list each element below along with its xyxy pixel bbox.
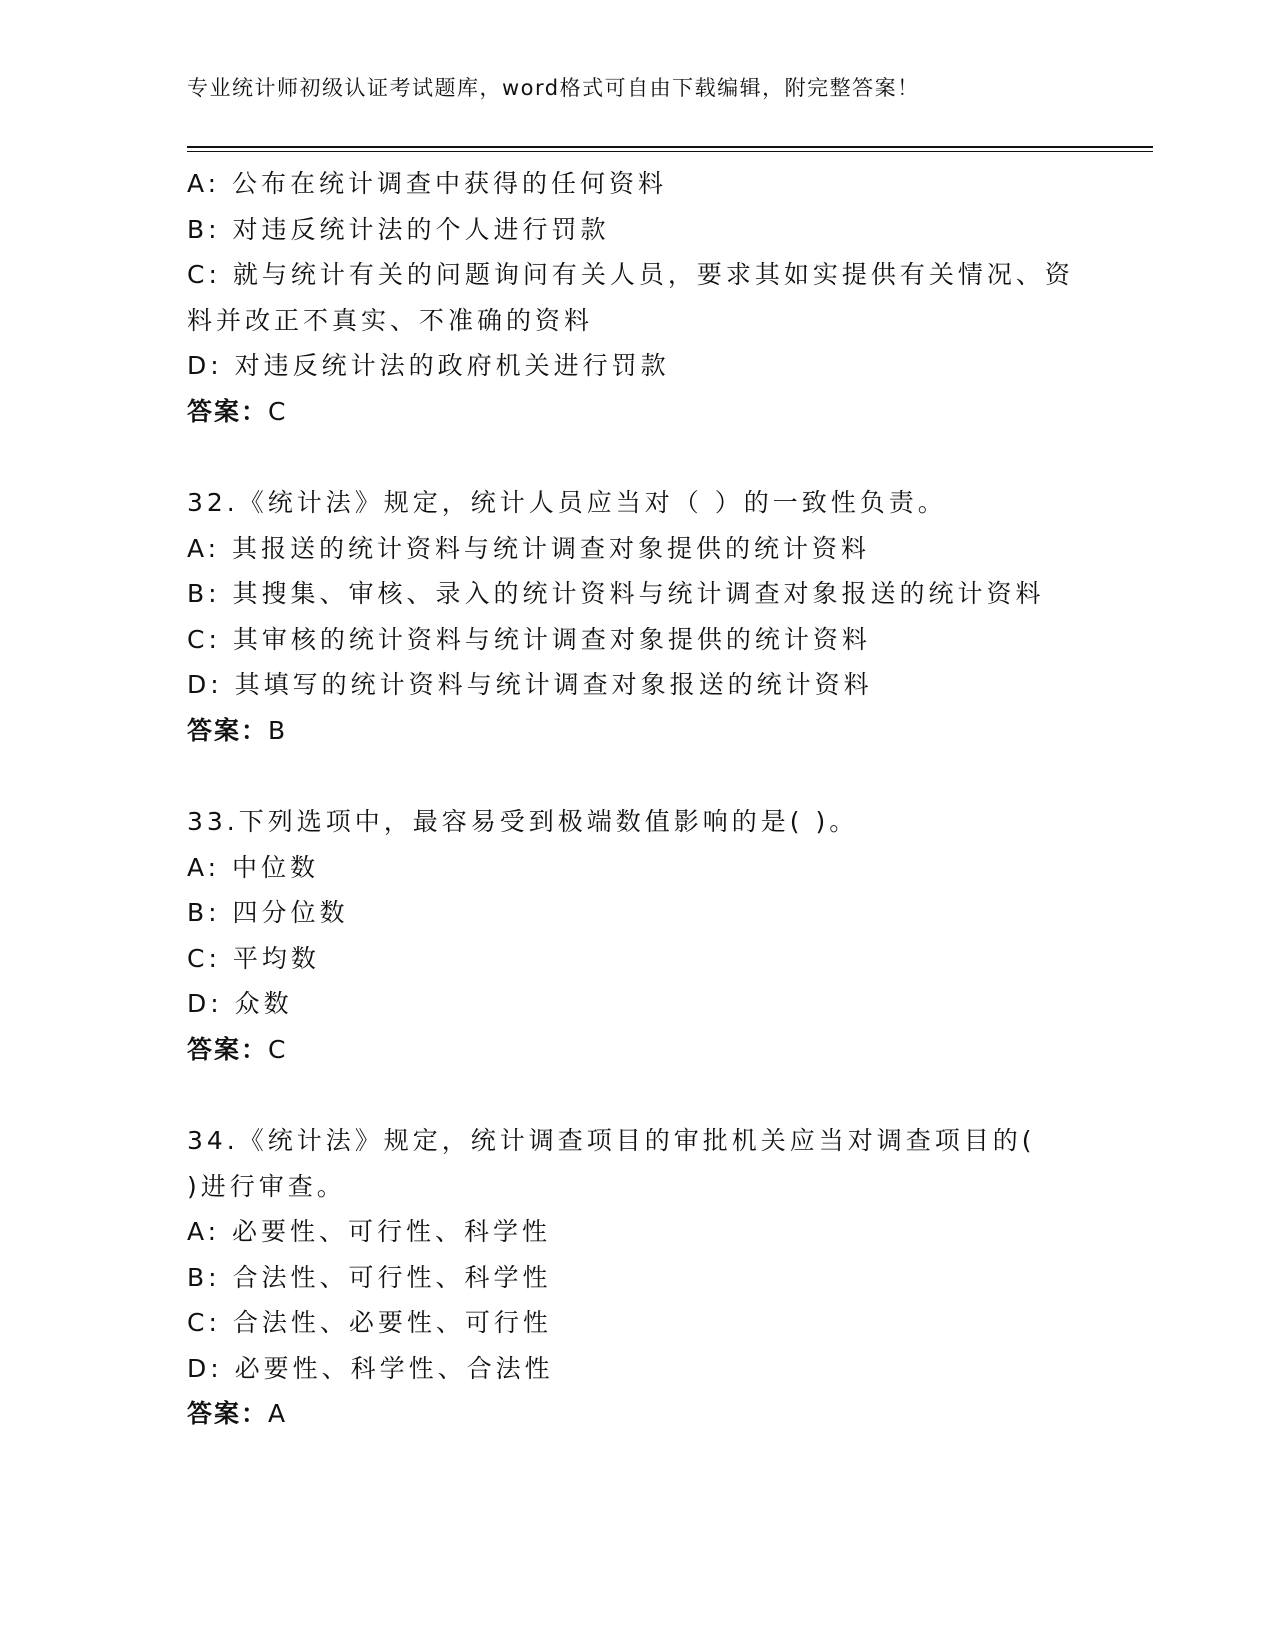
option-c: C: 就与统计有关的问题询问有关人员，要求其如实提供有关情况、资 (187, 260, 1074, 289)
option-d: D: 必要性、科学性、合法性 (187, 1353, 554, 1383)
option-b: B: 其搜集、审核、录入的统计资料与统计调查对象报送的统计资料 (187, 579, 1045, 608)
question-block-32 (187, 480, 1087, 753)
option-c-continued: 料并改正不真实、不准确的资料 (187, 305, 594, 335)
question-stem-continued: )进行审查。 (187, 1171, 346, 1201)
answer-value: C (268, 396, 288, 426)
question-block-34 (187, 1118, 1087, 1437)
option-d: D: 其填写的统计资料与统计调查对象报送的统计资料 (187, 670, 873, 699)
question-block-31 (187, 161, 1087, 434)
spacer (187, 753, 1087, 799)
question-content (187, 161, 1087, 1437)
option-a: A: 公布在统计调查中获得的任何资料 (187, 169, 668, 198)
option-c: C: 平均数 (187, 943, 320, 973)
answer-label: 答案： (187, 1034, 269, 1064)
option-d: D: 众数 (187, 989, 293, 1018)
option-c: C: 合法性、必要性、可行性 (187, 1308, 552, 1337)
question-stem: 32.《统计法》规定，统计人员应当对（ ）的一致性负责。 (187, 488, 947, 517)
answer-value: B (268, 715, 288, 745)
spacer (187, 1072, 1087, 1118)
answer-line (187, 389, 1087, 435)
answer-line (187, 708, 1087, 754)
answer-label: 答案： (187, 396, 269, 426)
spacer (187, 434, 1087, 480)
option-b: B: 对违反统计法的个人进行罚款 (187, 214, 610, 244)
header-rule-thin (187, 151, 1153, 152)
header-rule-thick (187, 146, 1153, 148)
question-block-33 (187, 799, 1087, 1072)
question-stem: 33.下列选项中，最容易受到极端数值影响的是( )。 (187, 807, 859, 836)
option-b: B: 合法性、可行性、科学性 (187, 1262, 552, 1292)
option-a: A: 中位数 (187, 852, 320, 882)
question-stem: 34.《统计法》规定，统计调查项目的审批机关应当对调查项目的( (187, 1126, 1036, 1155)
answer-label: 答案： (187, 715, 269, 745)
answer-label: 答案： (187, 1399, 269, 1428)
option-b: B: 四分位数 (187, 898, 349, 927)
answer-value: C (268, 1034, 288, 1064)
page-header: 专业统计师初级认证考试题库，word格式可自由下载编辑，附完整答案！ (187, 76, 920, 100)
option-a: A: 必要性、可行性、科学性 (187, 1217, 552, 1246)
option-d: D: 对违反统计法的政府机关进行罚款 (187, 351, 670, 380)
answer-line (187, 1391, 1087, 1437)
answer-line (187, 1027, 1087, 1073)
option-c: C: 其审核的统计资料与统计调查对象提供的统计资料 (187, 624, 871, 654)
answer-value: A (268, 1399, 288, 1428)
option-a: A: 其报送的统计资料与统计调查对象提供的统计资料 (187, 533, 871, 563)
